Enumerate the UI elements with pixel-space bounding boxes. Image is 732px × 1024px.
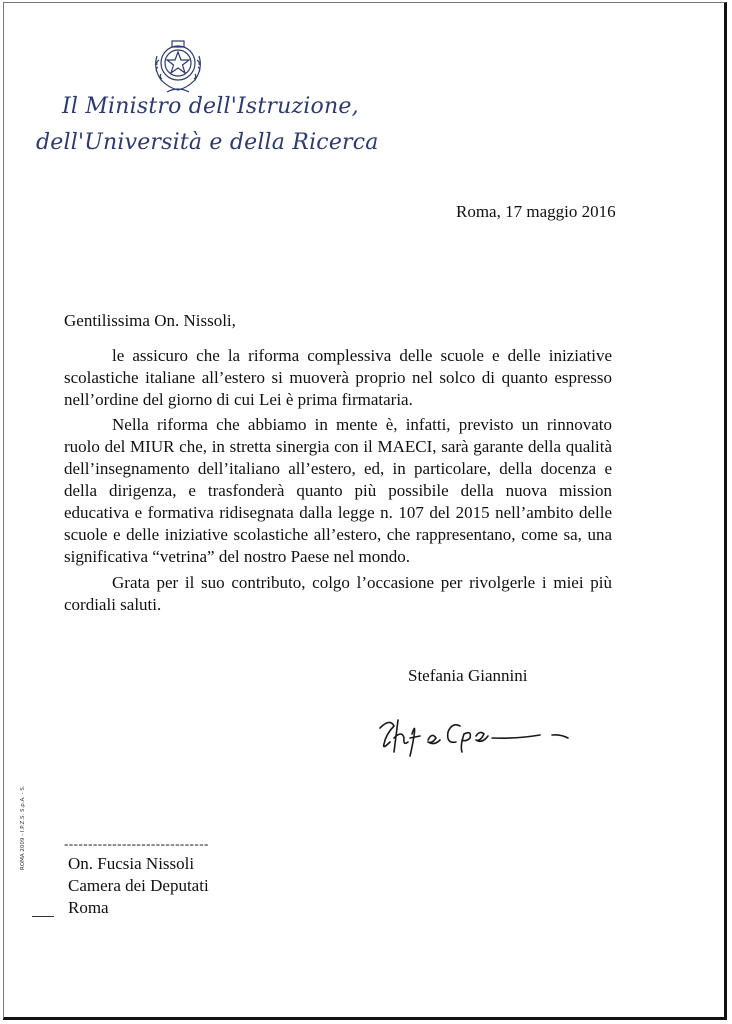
body-paragraph-3: Grata per il suo contributo, colgo l’occasione per rivolgerle i miei più cordiali saluti. bbox=[64, 573, 612, 614]
body-paragraph-2: Nella riforma che abbiamo in mente è, infatti, previsto un rinnovato ruolo del MIUR che, in stretta sinergia con il MAECI, sarà garante della qualità dell’insegnamento dell’italiano all’estero, ed, in particolare, della docenza e della dirigenza, e trasfonderà quanto più possibile della nuova mission educativa e formativa ridisegnata dalla legge n. 107 del 2015 nell’ambito delle scuole e delle iniziative scolastiche all’estero, che rappresentano, come sa, una significativa “vetrina” del nostro Paese nel mondo. bbox=[64, 415, 612, 566]
printer-code: ROMA 2009 - I.P.Z.S. S.p.A. - S. bbox=[20, 785, 26, 870]
body-paragraph-1: le assicuro che la riforma complessiva delle scuole e delle iniziative scolastiche italiane all’estero si muoverà proprio nel solco di quanto espresso nell’ordine del giorno di cui Lei è prima firmataria. bbox=[64, 346, 612, 409]
salutation: Gentilissima On. Nissoli, bbox=[64, 311, 236, 330]
letter-date: Roma, 17 maggio 2016 bbox=[456, 202, 616, 221]
letterhead-line-2: dell'Università e della Ricerca bbox=[36, 130, 379, 155]
addressee-name: On. Fucsia Nissoli bbox=[68, 854, 195, 873]
letterhead-line-1: Il Ministro dell'Istruzione, bbox=[62, 94, 359, 119]
italian-republic-emblem-icon bbox=[147, 36, 209, 98]
separator-line: ------------------------------ bbox=[64, 836, 209, 851]
addressee-institution: Camera dei Deputati bbox=[68, 876, 209, 895]
signer-name: Stefania Giannini bbox=[408, 666, 528, 685]
addressee-city: Roma bbox=[68, 898, 109, 917]
fold-mark bbox=[32, 916, 54, 917]
handwritten-signature bbox=[376, 712, 576, 760]
addressee-block bbox=[68, 853, 209, 919]
